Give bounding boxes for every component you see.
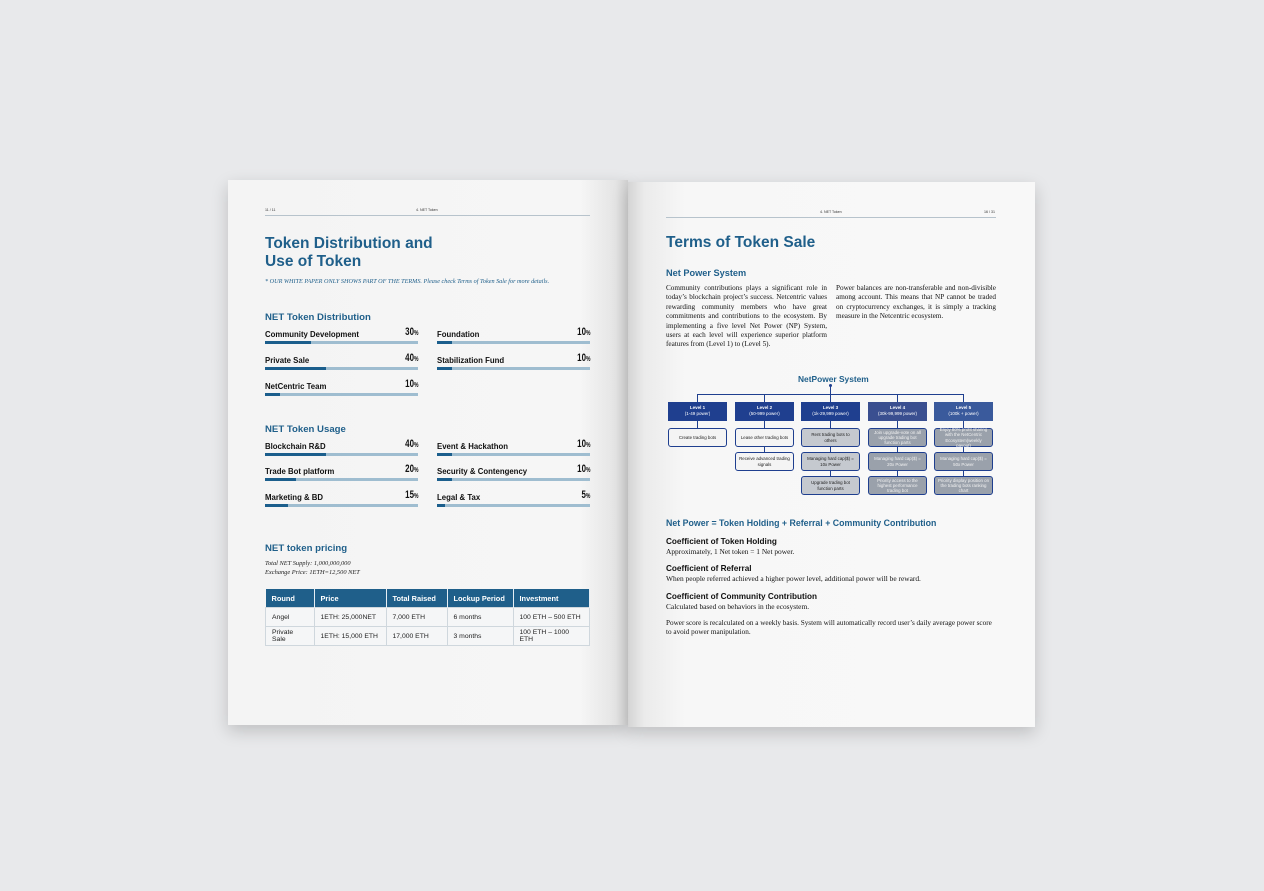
percentage-bar — [265, 378, 418, 398]
terms-note: * OUR WHITE PAPER ONLY SHOWS PART OF THE TERMS. Please check Terms of Token Sale for more details. — [265, 278, 550, 285]
header-rule — [666, 217, 996, 218]
bar-percent — [405, 463, 418, 475]
table-cell: 17,000 ETH — [386, 627, 447, 646]
diagram-connector — [764, 421, 765, 428]
table-cell: 1ETH: 25,000NET — [314, 608, 386, 627]
bar-percent-value: 10 — [576, 326, 586, 338]
page-title — [265, 235, 433, 271]
coef-text: Approximately, 1 Net token = 1 Net power. — [666, 547, 795, 556]
level-range: (1k-29,999 power) — [812, 411, 849, 416]
level-name: Level 2 — [756, 405, 773, 410]
bar-track — [265, 504, 418, 507]
bar-track — [265, 393, 418, 396]
bar-percent-value: 10 — [576, 463, 586, 475]
feature-box: Create trading bots — [668, 428, 727, 447]
level-box — [868, 402, 927, 421]
bar-percent-unit: % — [413, 467, 418, 474]
percentage-bar — [265, 489, 418, 509]
bar-track — [437, 504, 590, 507]
bar-percent-value: 10 — [576, 352, 586, 364]
bar-percent-unit: % — [413, 493, 418, 500]
column-header: Round — [266, 589, 315, 608]
diagram-connector — [697, 421, 698, 428]
total-supply: Total NET Supply: 1,000,000,000 — [265, 560, 351, 567]
level-name: Level 4 — [889, 405, 906, 410]
coef-heading: Coefficient of Token Holding — [666, 537, 777, 546]
level-range: (1-49 power) — [684, 411, 711, 416]
column-header: Lockup Period — [447, 589, 513, 608]
feature-box: Join upgrade-vote on all upgrade trading bot function parts — [868, 428, 927, 447]
level-box — [668, 402, 727, 421]
usage-heading: NET Token Usage — [265, 424, 346, 435]
percentage-bar — [437, 489, 590, 509]
feature-box: Managing hard cap($) = 10x Power — [801, 452, 860, 471]
left-section-label: 4. NET Token — [416, 208, 438, 212]
left-page — [228, 180, 628, 725]
column-header: Price — [314, 589, 386, 608]
feature-box: Lease other trading bots — [735, 428, 794, 447]
bar-label: NetCentric Team — [265, 382, 327, 391]
closing-paragraph: Power score is recalculated on a weekly basis. System will automatically record user’s daily average power score to avoid power manipulation. — [666, 619, 992, 637]
bar-percent-unit: % — [585, 356, 590, 363]
level-name: Level 1 — [689, 405, 706, 410]
diagram-connector — [897, 394, 898, 402]
bar-percent — [405, 326, 418, 338]
pricing-info — [265, 560, 360, 577]
bar-track — [265, 453, 418, 456]
bar-fill — [437, 341, 452, 344]
level-box — [735, 402, 794, 421]
page-title-line1: Token Distribution and — [265, 235, 433, 252]
bar-fill — [265, 341, 311, 344]
bar-percent — [577, 438, 590, 450]
brochure-spread — [228, 180, 1036, 728]
intro-column-2: Power balances are non-transferable and non-divisible among account. This means that NP cannot be traded on cryptocurrency exchanges, it is simply a tracking measure in the Netcentric ecosystem. — [836, 284, 996, 321]
table-cell: Private Sale — [266, 627, 315, 646]
right-section-label: 4. NET Token — [820, 210, 842, 214]
column-header: Investment — [513, 589, 590, 608]
bar-percent-value: 5 — [581, 489, 586, 501]
percentage-bar — [437, 352, 590, 372]
diagram-connector — [830, 394, 831, 402]
column-header: Total Raised — [386, 589, 447, 608]
table-cell: Angel — [266, 608, 315, 627]
coef-text: Calculated based on behaviors in the ecosystem. — [666, 602, 810, 611]
bar-percent-value: 40 — [404, 438, 414, 450]
bar-fill — [265, 453, 326, 456]
level-range: (100k + power) — [948, 411, 979, 416]
feature-box: Receive advanced trading signals — [735, 452, 794, 471]
coef-heading: Coefficient of Community Contribution — [666, 592, 817, 601]
percentage-bar — [265, 352, 418, 372]
bar-label: Community Development — [265, 330, 360, 339]
bar-fill — [437, 478, 452, 481]
percentage-bar — [437, 463, 590, 483]
percentage-bar — [265, 463, 418, 483]
exchange-price: Exchange Price: 1ETH=12,500 NET — [265, 568, 360, 576]
bar-label: Security & Contengency — [437, 467, 528, 476]
pricing-table — [265, 589, 590, 646]
bar-label: Private Sale — [265, 356, 310, 365]
net-power-formula: Net Power = Token Holding + Referral + Community Contribution — [666, 518, 937, 528]
level-name: Level 5 — [955, 405, 972, 410]
level-range: (50-999 power) — [749, 411, 780, 416]
feature-box: Upgrade trading bot function parts — [801, 476, 860, 495]
table-row — [266, 627, 590, 646]
bar-track — [437, 367, 590, 370]
table-header-row — [266, 589, 590, 608]
feature-box: Priority access to the highest performance trading bot — [868, 476, 927, 495]
bar-percent-unit: % — [585, 442, 590, 449]
bar-percent-value: 30 — [404, 326, 414, 338]
table-cell: 1ETH: 15,000 ETH — [314, 627, 386, 646]
bar-fill — [437, 367, 452, 370]
page-title: Terms of Token Sale — [666, 234, 816, 251]
bar-label: Event & Hackathon — [437, 442, 509, 451]
table-cell: 100 ETH – 1000 ETH — [513, 627, 590, 646]
table-cell: 6 months — [447, 608, 513, 627]
pricing-heading: NET token pricing — [265, 543, 348, 554]
bar-percent — [577, 463, 590, 475]
bar-label: Stabilization Fund — [437, 356, 505, 365]
percentage-bar — [265, 326, 418, 346]
percentage-bar — [437, 326, 590, 346]
level-name: Level 3 — [822, 405, 839, 410]
feature-box: Priority display position on the trading bots ranking chart — [934, 476, 993, 495]
bar-fill — [265, 367, 326, 370]
bar-fill — [437, 453, 452, 456]
bar-label: Foundation — [437, 330, 480, 339]
bar-percent — [577, 326, 590, 338]
diagram-connector — [830, 386, 831, 394]
bar-label: Blockchain R&D — [265, 442, 326, 451]
bar-track — [437, 478, 590, 481]
percentage-bar — [265, 438, 418, 458]
bar-percent-value: 10 — [576, 438, 586, 450]
bar-percent-unit: % — [413, 356, 418, 363]
diagram-connector — [829, 384, 832, 387]
diagram-connector — [897, 421, 898, 428]
bar-label: Legal & Tax — [437, 493, 481, 502]
bar-percent-value: 40 — [404, 352, 414, 364]
diagram-title: NetPower System — [798, 374, 869, 384]
header-rule — [265, 215, 590, 216]
left-page-number: 11 / 11 — [265, 208, 276, 212]
diagram-connector — [963, 394, 964, 402]
bar-label: Marketing & BD — [265, 493, 324, 502]
bar-track — [265, 341, 418, 344]
feature-box: Managing hard cap($) = 20x Power — [868, 452, 927, 471]
table-cell: 3 months — [447, 627, 513, 646]
diagram-connector — [830, 421, 831, 428]
coef-text: When people referred achieved a higher power level, additional power will be reward. — [666, 574, 921, 583]
bar-percent-value: 10 — [404, 378, 414, 390]
page-title-line2: Use of Token — [265, 253, 362, 270]
bar-track — [265, 367, 418, 370]
coef-heading: Coefficient of Referral — [666, 564, 752, 573]
bar-percent-unit: % — [413, 442, 418, 449]
bar-percent-value: 15 — [404, 489, 414, 501]
bar-percent — [405, 489, 418, 501]
bar-track — [437, 453, 590, 456]
table-cell: 7,000 ETH — [386, 608, 447, 627]
bar-percent — [581, 489, 590, 501]
bar-percent — [577, 352, 590, 364]
bar-label: Trade Bot platform — [265, 467, 335, 476]
bar-percent-unit: % — [413, 330, 418, 337]
bar-percent — [405, 352, 418, 364]
bar-percent — [405, 438, 418, 450]
bar-percent-unit: % — [585, 493, 590, 500]
level-box — [934, 402, 993, 421]
bar-percent-unit: % — [413, 382, 418, 389]
bar-percent-unit: % — [585, 330, 590, 337]
right-page-number: 16 / 31 — [984, 210, 995, 214]
diagram-connector — [697, 394, 698, 402]
net-power-heading: Net Power System — [666, 268, 747, 278]
bar-percent — [405, 378, 418, 390]
table-row — [266, 608, 590, 627]
bar-fill — [265, 478, 296, 481]
diagram-connector — [764, 394, 765, 402]
intro-column-1: Community contributions plays a significant role in today’s blockchain project’s success. Netcentric values rewarding community members who have great commitments and contributions to the ecosystem. By implementing a five level Net Power (NP) System, users at each level will experience superior platform features from (Level 1) to (Level 5). — [666, 284, 827, 349]
feature-box: Rent trading bots to others — [801, 428, 860, 447]
bar-fill — [437, 504, 445, 507]
right-page — [628, 182, 1035, 727]
bar-fill — [265, 393, 280, 396]
bar-fill — [265, 504, 288, 507]
bar-track — [265, 478, 418, 481]
feature-box: Enjoy 80% profit sharing with the NetCentric Ecosystem(weekly payout) — [934, 428, 993, 447]
table-cell: 100 ETH – 500 ETH — [513, 608, 590, 627]
distribution-heading: NET Token Distribution — [265, 312, 371, 323]
bar-percent-value: 20 — [404, 463, 414, 475]
bar-percent-unit: % — [585, 467, 590, 474]
bar-track — [437, 341, 590, 344]
feature-box: Managing hard cap($) = 50x Power — [934, 452, 993, 471]
level-box — [801, 402, 860, 421]
percentage-bar — [437, 438, 590, 458]
level-range: (30k-99,999 power) — [877, 411, 918, 416]
